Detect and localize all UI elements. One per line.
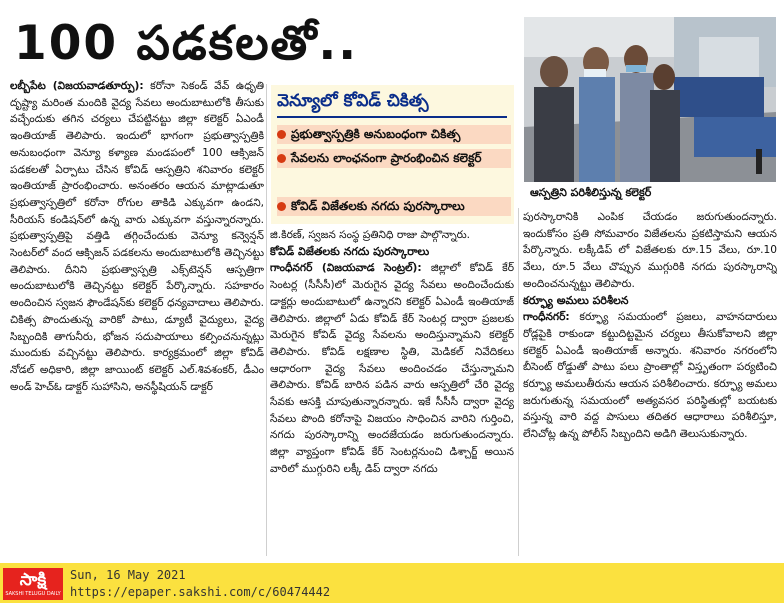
deck-title: వెన్యూలో కోవిడ్ చికిత్స xyxy=(277,91,429,111)
highlight-text: కోవిడ్ విజేతలకు నగదు పురస్కారాలు xyxy=(277,197,511,216)
dateline: లబ్బీపేట (విజయవాడతూర్పు): xyxy=(10,80,144,92)
highlights-box xyxy=(271,85,514,224)
logo-text: సాక్షి xyxy=(19,570,47,590)
article-column-2 xyxy=(270,227,514,555)
logo-subtext: SAKSHI TELUGU DAILY xyxy=(5,591,61,597)
publication-date: Sun, 16 May 2021 xyxy=(70,568,186,582)
news-photo xyxy=(524,17,776,182)
footer-bar xyxy=(0,563,784,603)
body-text: జి.కిరణ్, స్వజన సంస్థ ప్రతినిధి రాజు పాల్గొన్నారు. xyxy=(270,229,470,241)
deck-underline xyxy=(277,116,507,118)
article-column-1 xyxy=(10,78,264,556)
body-text: పురస్కారానికి ఎంపిక చేయడం జరుగుతుందన్నారు. ఇందుకోసం ప్రతి సోమవారం విజేతలను ప్రకటిస్తామని ఆయన పేర్కొన్నారు. లక్కీడిప్ లో విజేతలకు రూ.15 వేలు, రూ.10 వేలు, రూ.5 వేలు చొప్పున ముగ్గురికి నగదు పురస్కారాన్ని అందించనున్నట్టు తెలిపారు. xyxy=(523,211,777,290)
highlight-text: ప్రభుత్వాస్పత్రికి అనుబంధంగా చికిత్స xyxy=(277,125,511,144)
hospital-ward-photo xyxy=(524,17,776,182)
epaper-link[interactable]: https://epaper.sakshi.com/c/60474442 xyxy=(70,585,331,599)
subheading: కోవిడ్ విజేతలకు నగదు పురస్కారాలు xyxy=(270,244,430,258)
bullet-icon xyxy=(277,202,286,211)
body-text: కర్ఫ్యూ సమయంలో ప్రజలు, వాహనదారులు రోడ్లపైకి రాకుండా కట్టుదిట్టమైన చర్యలు తీసుకోవాలని జిల్లా కలెక్టర్ ఏఎండీ ఇంతియాజ్ అన్నారు. శనివారం నగరంలోని బీసెంట్ రోడ్డుతో పాటు పలు ప్రాంతాల్లో విస్తృతంగా పర్యటించి కర్ఫ్యూ అమలుతీరును ఆయన పరిశీలించారు. కర్ఫ్యూ అమలు జరుగుతున్న సమయంలో అత్యవసర పరిస్థితుల్లో బయటకు వస్తున్న వారి వద్ద పాసులు తదితర ఆధారాలు పరిశీలిస్తూ, లేనిచోట్ల ఉన్న పోలీస్ సిబ్బందిని అడిగి తెలుసుకున్నారు. xyxy=(523,311,777,441)
bullet-icon xyxy=(277,154,286,163)
highlight-text: సేవలను లాంఛనంగా ప్రారంభించిన కలెక్టర్ xyxy=(277,149,511,168)
photo-caption: ఆస్పత్రిని పరిశీలిస్తున్న కలెక్టర్ xyxy=(530,186,652,199)
dateline: గాంధీనగర్: xyxy=(523,311,570,324)
column-divider xyxy=(266,84,267,556)
column-divider xyxy=(518,208,519,556)
body-text: కరోనా సెకండ్ వేవ్ ఉధృతి దృష్ట్యా మరింత మందికి వైద్య సేవలు అందుబాటులోకి తీసుకు వచ్చేందుకు తగిన చర్యలు చేపట్టినట్టు జిల్లా కలెక్టర్ ఏఎండీ ఇంతియాజ్ తెలిపారు. ఇందులో భాగంగా ప్రభుత్వాస్పత్రికి అనుబంధంగా వెన్యూ కళ్యాణ మండపంలో 100 ఆక్సిజన్ పడకలతో ఏర్పాటు చేసిన కోవిడ్ ఆస్పత్రిని శనివారం కలెక్టర్ ఇంతియాజ్ ప్రారంభించారు. అనంతరం ఆయన మాట్లాడుతూ ప్రభుత్వాస్పత్రిలో కరోనా రోగుల తాకిడి ఎక్కువగా ఉండని, సీరియస్ కండిషన్‌లో ఉన్న వారు ఎక్కువగా వస్తున్నారన్నారు. ప్రభుత్వాస్పత్రిపై వత్తిడి తగ్గించేందుకు వెన్యూ కన్వెన్షన్ సెంటర్‌లో వంద ఆక్సిజన్ పడకలను అందుబాటులోకి తెచ్చినట్టు తెలిపారు. దీనిని ప్రభుత్వాస్పత్రి ఎక్స్‌టెన్షన్ ఆస్పత్రిగా అందుబాటులోకి తెచ్చినట్టు కలెక్టర్ పేర్కొన్నారు. సహకారం అందించిన స్వజన ఫౌండేషన్‌కు కలెక్టర్ ధన్యవాదాలు తెలిపారు. చికిత్స పొందుతున్న వారికో పాటు, డ్యూటీ వైద్యులు, వైద్య సిబ్బందికి తాగునీరు, భోజన సదుపాయాలు కల్పించనున్నట్లు ముందుకు వచ్చినట్టు తెలిపారు. కార్యక్రమంలో జిల్లా కోవిడ్ నోడల్ అధికారి, జిల్లా జాయింట్ కలెక్టర్ ఎల్.శివశంకర్, డీఎం అండ్ హెచ్ఓ డాక్టర్ సుహాసిని, అనస్థీషియన్ డాక్టర్ xyxy=(10,80,264,393)
bullet-icon xyxy=(277,130,286,139)
subheading: కర్ఫ్యూ అమలు పరిశీలన xyxy=(523,293,629,307)
highlight-item xyxy=(277,197,511,216)
highlight-item xyxy=(277,125,511,144)
article-column-3 xyxy=(523,209,777,555)
highlight-item xyxy=(277,149,511,168)
sakshi-logo xyxy=(3,568,63,600)
dateline: గాంధీనగర్ (విజయవాడ సెంట్రల్): xyxy=(270,262,422,275)
body-text: జిల్లాలో కోవిడ్ కేర్ సెంటర్ల (సీసీసీ)లో మెరుగైన వైద్య సేవలు అందించేందుకు డాక్టర్లు అందుబాటులో ఉన్నారని కలెక్టర్ ఏఎండీ ఇంతియాజ్ తెలిపారు. జిల్లాలో ఏడు కోవిడ్ కేర్ సెంటర్ల ద్వారా ప్రజలకు మెరుగైన కోవిడ్ వైద్య సేవలను అందిస్తున్నామని కలెక్టర్ తెలిపారు. కోవిడ్ లక్షణాల స్థితి, మెడికల్ నివేదికలు ఆధారంగా వైద్య సేవలు అందించడం చేస్తున్నామని తెలిపారు. కోవిడ్ బారిన పడిన వారు ఆస్పత్రిలో చేరి వైద్య సేవకు ఆసక్తి చూపుతున్నారన్నారు. ఇకే సీసీసీ ద్వారా వైద్య సేవలు పొంది కరోనాపై విజయం సాధించిన వారిని గుర్తించి, నగదు పురస్కారాన్ని అందజేయడం జరుగుతుందన్నారు. జిల్లా వ్యాప్తంగా కోవిడ్ కేర్ సెంటర్లనుంచి డిశ్చార్జ్ అయిన వారిలో ముగ్గురిని లక్కీ డిప్ ద్వారా నగదు xyxy=(270,262,514,475)
headline: 100 పడకలతో.. xyxy=(14,16,359,71)
